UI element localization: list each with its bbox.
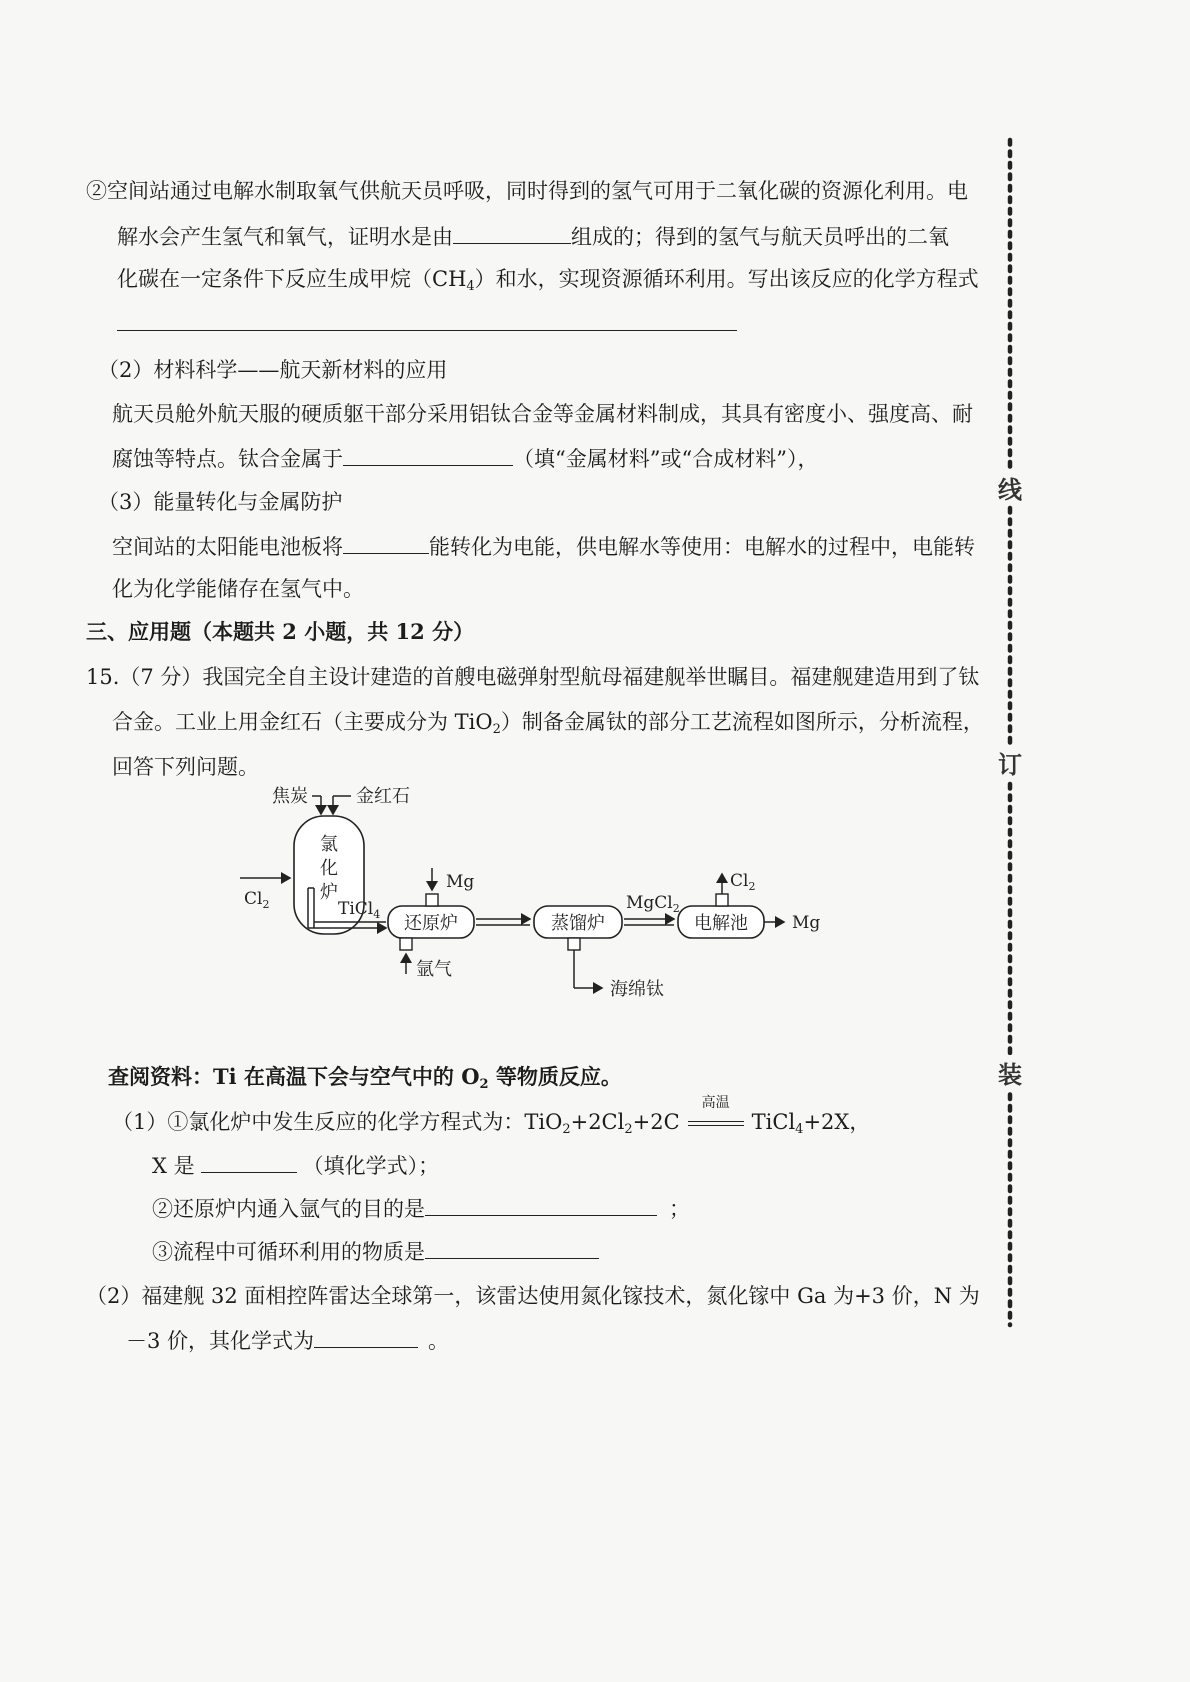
q2-line1: ②空间站通过电解水制取氧气供航天员呼吸，同时得到的氢气可用于二氧化碳的资源化利用。电 [86, 179, 968, 203]
sub1-a: （1）①氯化炉中发生反应的化学方程式为：TiO [112, 1110, 563, 1134]
mgcl2-label: MgCl$_2$ [626, 893, 680, 915]
part3-line1-suffix: 能转化为电能，供电解水等使用：电解水的过程中，电能转 [429, 535, 975, 559]
q2-line3-sub: 4 [466, 279, 475, 294]
sub2-line2 [126, 1325, 449, 1356]
q2-line3-suffix: ）和水，实现资源循环利用。写出该反应的化学方程式 [474, 267, 979, 291]
titanium-process-flow-diagram [244, 780, 890, 1030]
sub2-line1: （2）福建舰 32 面相控阵雷达全球第一，该雷达使用氮化镓技术，氮化镓中 Ga 为+3 价，N 为 [86, 1284, 980, 1308]
sub1-x-prefix: X 是 [152, 1154, 195, 1178]
sub2-line2-prefix: －3 价，其化学式为 [126, 1329, 315, 1353]
sub1-d: TiCl [751, 1110, 796, 1134]
binding-label-ding: 订 [990, 745, 1030, 780]
lookup-prefix: 查阅资料：Ti 在高温下会与空气中的 O [108, 1064, 480, 1089]
ticl4-label: TiCl$_4$ [338, 899, 381, 921]
part3-title: （3）能量转化与金属防护 [98, 490, 343, 514]
sub1-sub1: 2 [562, 1122, 571, 1137]
sub1-3-line [152, 1236, 599, 1267]
electrolysis-cell-label: 电解池 [694, 913, 748, 934]
sponge-ti-label: 海绵钛 [610, 979, 664, 1000]
sub1-e: +2X， [803, 1110, 871, 1134]
part2-title: （2）材料科学——航天新材料的应用 [98, 358, 448, 382]
q2-line2 [117, 221, 949, 252]
recycled-substance-blank[interactable] [425, 1236, 599, 1259]
equation-answer-line[interactable] [117, 330, 737, 331]
q15-line2-suffix: ）制备金属钛的部分工艺流程如图所示，分析流程， [500, 710, 984, 734]
sub1-c: +2C [632, 1110, 680, 1134]
lookup-suffix: 等物质反应。 [488, 1064, 622, 1089]
q15-line3: 回答下列问题。 [112, 755, 259, 779]
gan-formula-blank[interactable] [314, 1325, 418, 1348]
q15-line1: 15.（7 分）我国完全自主设计建造的首艘电磁弹射型航母福建舰举世瞩目。福建舰建造用到了钛 [86, 665, 980, 689]
lookup-note [108, 1062, 622, 1100]
section3-heading: 三、应用题（本题共 2 小题，共 12 分） [86, 619, 475, 644]
q15-line2-sub: 2 [492, 722, 501, 737]
q2-line3 [117, 264, 979, 302]
q15-line2-prefix: 合金。工业上用金红石（主要成分为 TiO [112, 710, 493, 734]
sub1-sub2: 2 [624, 1122, 633, 1137]
q2-answer-blank[interactable] [453, 221, 571, 244]
argon-purpose-blank[interactable] [425, 1193, 657, 1216]
lookup-sub: 2 [479, 1077, 489, 1092]
part2-line2-prefix: 腐蚀等特点。钛合金属于 [112, 447, 343, 471]
mg-input-label: Mg [446, 872, 475, 892]
energy-answer-blank[interactable] [343, 531, 429, 554]
reaction-condition-sign [688, 1094, 744, 1136]
sub1-2-text: ②还原炉内通入氩气的目的是 [152, 1197, 425, 1221]
distillation-furnace-label: 蒸馏炉 [551, 913, 605, 934]
part2-line1: 航天员舱外航天服的硬质躯干部分采用铝钛合金等金属材料制成，其具有密度小、强度高、耐 [112, 402, 973, 426]
part3-line1 [112, 531, 975, 562]
binding-label-zhuang: 装 [990, 1055, 1030, 1090]
q2-line3-prefix: 化碳在一定条件下反应生成甲烷（CH [117, 267, 467, 291]
rutile-label: 金红石 [356, 786, 410, 807]
reaction-condition: 高温 [701, 1094, 730, 1111]
cl2-input-label: $Cl_2$ [244, 889, 270, 911]
q2-line2-prefix: 解水会产生氢气和氧气，证明水是由 [117, 225, 453, 249]
sub1-x-suffix: （填化学式）； [302, 1154, 440, 1178]
sub1-x-line [152, 1150, 439, 1181]
reduction-furnace-label: 还原炉 [404, 913, 458, 934]
mg-output-label: Mg [792, 913, 821, 933]
argon-label: 氩气 [416, 959, 452, 980]
part2-line2-suffix: （填“金属材料”或“合成材料”）， [513, 447, 819, 471]
binding-margin-dotted-line [1003, 140, 1017, 1325]
sub2-line2-suffix: 。 [428, 1329, 450, 1353]
part3-line1-prefix: 空间站的太阳能电池板将 [112, 535, 343, 559]
sub1-b: +2Cl [570, 1110, 625, 1134]
part2-line2 [112, 443, 818, 474]
sub1-2-line [152, 1193, 690, 1224]
x-formula-blank[interactable] [201, 1150, 297, 1173]
material-answer-blank[interactable] [343, 443, 513, 466]
q15-line2 [112, 707, 984, 745]
part3-line2: 化为化学能储存在氢气中。 [112, 577, 364, 601]
q2-line2-suffix: 组成的；得到的氢气与航天员呼出的二氧 [571, 225, 949, 249]
sub1-sub3: 4 [795, 1122, 804, 1137]
sub1-2-end: ； [669, 1197, 690, 1221]
chlorinator-label-2: 化 [320, 858, 338, 879]
chlorinator-label-1: 氯 [320, 834, 338, 855]
chlorinator-label-3: 炉 [320, 882, 338, 903]
sub1-equation-line [112, 1094, 871, 1145]
coke-label: 焦炭 [272, 786, 308, 807]
sub1-3-text: ③流程中可循环利用的物质是 [152, 1240, 425, 1264]
cl2-output-label: $Cl_2$ [730, 871, 756, 893]
binding-label-xian: 线 [990, 470, 1030, 505]
